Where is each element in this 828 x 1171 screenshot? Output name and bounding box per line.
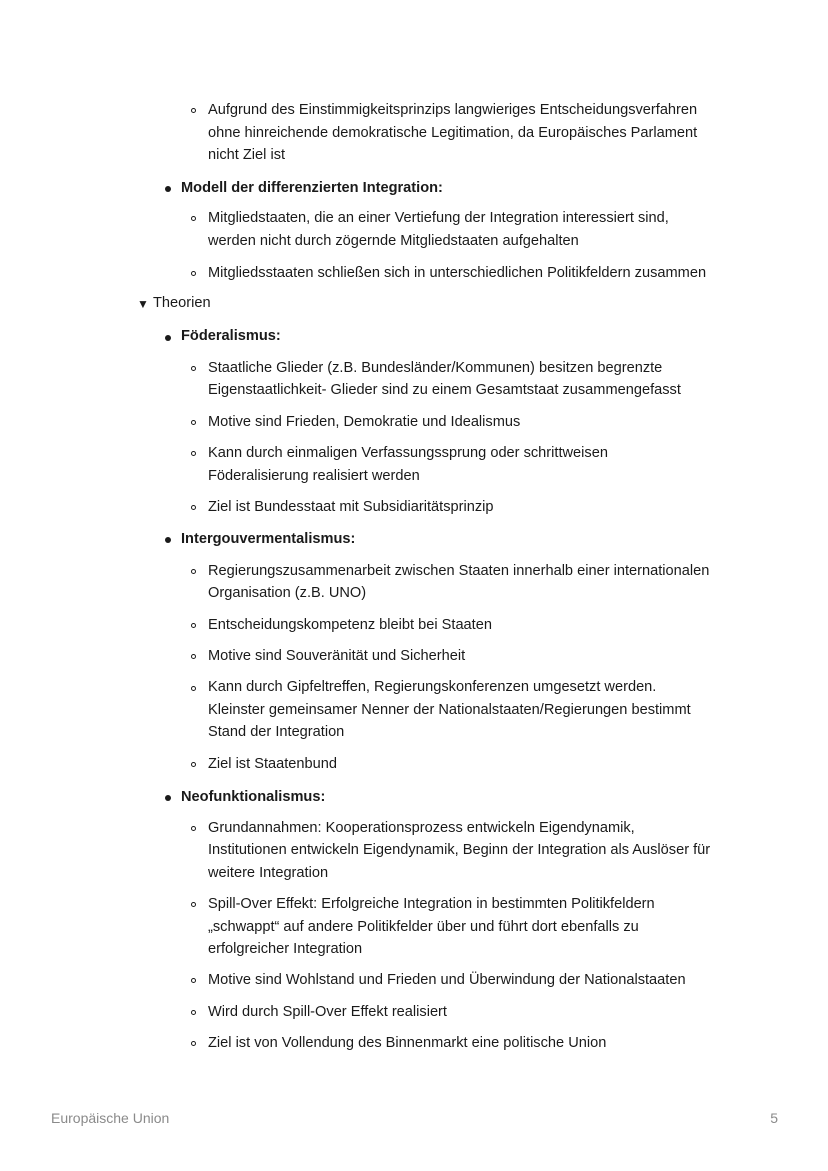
section-heading: Intergouvermentalismus: [181, 531, 356, 547]
list-item-text: Entscheidungskompetenz bleibt bei Staaten [208, 617, 492, 633]
list-item-text: Spill-Over Effekt: Erfolgreiche Integration in bestimmten Politikfeldern [208, 896, 655, 912]
toggle-heading[interactable]: Theorien [153, 295, 211, 311]
sub-bullet-icon [191, 505, 196, 510]
list-item-text: Staatliche Glieder (z.B. Bundesländer/Kommunen) besitzen begrenzte [208, 360, 663, 376]
sub-bullet-icon [191, 271, 196, 276]
list-item-text: Mitgliedstaaten, die an einer Vertiefung der Integration interessiert sind, [208, 210, 669, 226]
list-item-text: weitere Integration [208, 865, 329, 881]
page-number: 5 [770, 1110, 778, 1126]
sub-bullet-icon [191, 420, 196, 425]
list-item-text: Eigenstaatlichkeit- Glieder sind zu einem Gesamtstaat zusammengefasst [208, 382, 681, 398]
sub-bullet-icon [191, 1041, 196, 1046]
list-item-text: werden nicht durch zögernde Mitgliedstaaten aufgehalten [208, 233, 579, 249]
list-item-text: Motive sind Souveränität und Sicherheit [208, 648, 466, 664]
sub-bullet-icon [191, 762, 196, 767]
list-item-text: Motive sind Frieden, Demokratie und Idealismus [208, 414, 521, 430]
list-item-text: „schwappt“ auf andere Politikfelder über und führt dort ebenfalls zu [208, 919, 639, 935]
sub-bullet-icon [191, 366, 196, 371]
section-heading: Modell der differenzierten Integration: [181, 180, 443, 196]
list-item-text: Ziel ist von Vollendung des Binnenmarkt eine politische Union [208, 1035, 607, 1051]
list-item-text: Institutionen entwickeln Eigendynamik, Beginn der Integration als Auslöser für [208, 842, 711, 858]
list-item-text: Mitgliedsstaaten schließen sich in unterschiedlichen Politikfeldern zusammen [208, 265, 707, 281]
toggle-triangle-icon[interactable]: ▼ [137, 297, 149, 311]
sub-bullet-icon [191, 686, 196, 691]
sub-bullet-icon [191, 216, 196, 221]
list-item-text: ohne hinreichende demokratische Legitimation, da Europäisches Parlament [208, 125, 698, 141]
sub-bullet-icon [191, 826, 196, 831]
bullet-icon [165, 186, 171, 192]
list-item-text: nicht Ziel ist [208, 147, 286, 163]
sub-bullet-icon [191, 108, 196, 113]
list-item-text: Regierungszusammenarbeit zwischen Staaten innerhalb einer internationalen [208, 563, 710, 579]
list-item-text: Aufgrund des Einstimmigkeitsprinzips langwieriges Entscheidungsverfahren [208, 102, 698, 118]
list-item-text: Kann durch einmaligen Verfassungssprung oder schrittweisen [208, 445, 608, 461]
bullet-icon [165, 537, 171, 543]
list-item-text: Wird durch Spill-Over Effekt realisiert [208, 1004, 447, 1020]
list-item-text: erfolgreicher Integration [208, 941, 363, 957]
list-item-text: Kann durch Gipfeltreffen, Regierungskonferenzen umgesetzt werden. [208, 679, 657, 695]
footer-title: Europäische Union [51, 1110, 170, 1126]
list-item-text: Föderalisierung realisiert werden [208, 468, 420, 484]
list-item-text: Grundannahmen: Kooperationsprozess entwickeln Eigendynamik, [208, 820, 635, 836]
list-item-text: Ziel ist Bundesstaat mit Subsidiaritätsprinzip [208, 499, 494, 515]
bullet-icon [165, 335, 171, 341]
sub-bullet-icon [191, 654, 196, 659]
list-item-text: Organisation (z.B. UNO) [208, 585, 367, 601]
sub-bullet-icon [191, 902, 196, 907]
section-heading: Föderalismus: [181, 328, 281, 344]
bullet-icon [165, 795, 171, 801]
sub-bullet-icon [191, 569, 196, 574]
sub-bullet-icon [191, 623, 196, 628]
sub-bullet-icon [191, 1010, 196, 1015]
sub-bullet-icon [191, 978, 196, 983]
sub-bullet-icon [191, 451, 196, 456]
list-item-text: Motive sind Wohlstand und Frieden und Überwindung der Nationalstaaten [208, 972, 686, 988]
section-heading: Neofunktionalismus: [181, 789, 326, 805]
list-item-text: Stand der Integration [208, 724, 345, 740]
list-item-text: Ziel ist Staatenbund [208, 756, 337, 772]
list-item-text: Kleinster gemeinsamer Nenner der Nationalstaaten/Regierungen bestimmt [208, 702, 691, 718]
